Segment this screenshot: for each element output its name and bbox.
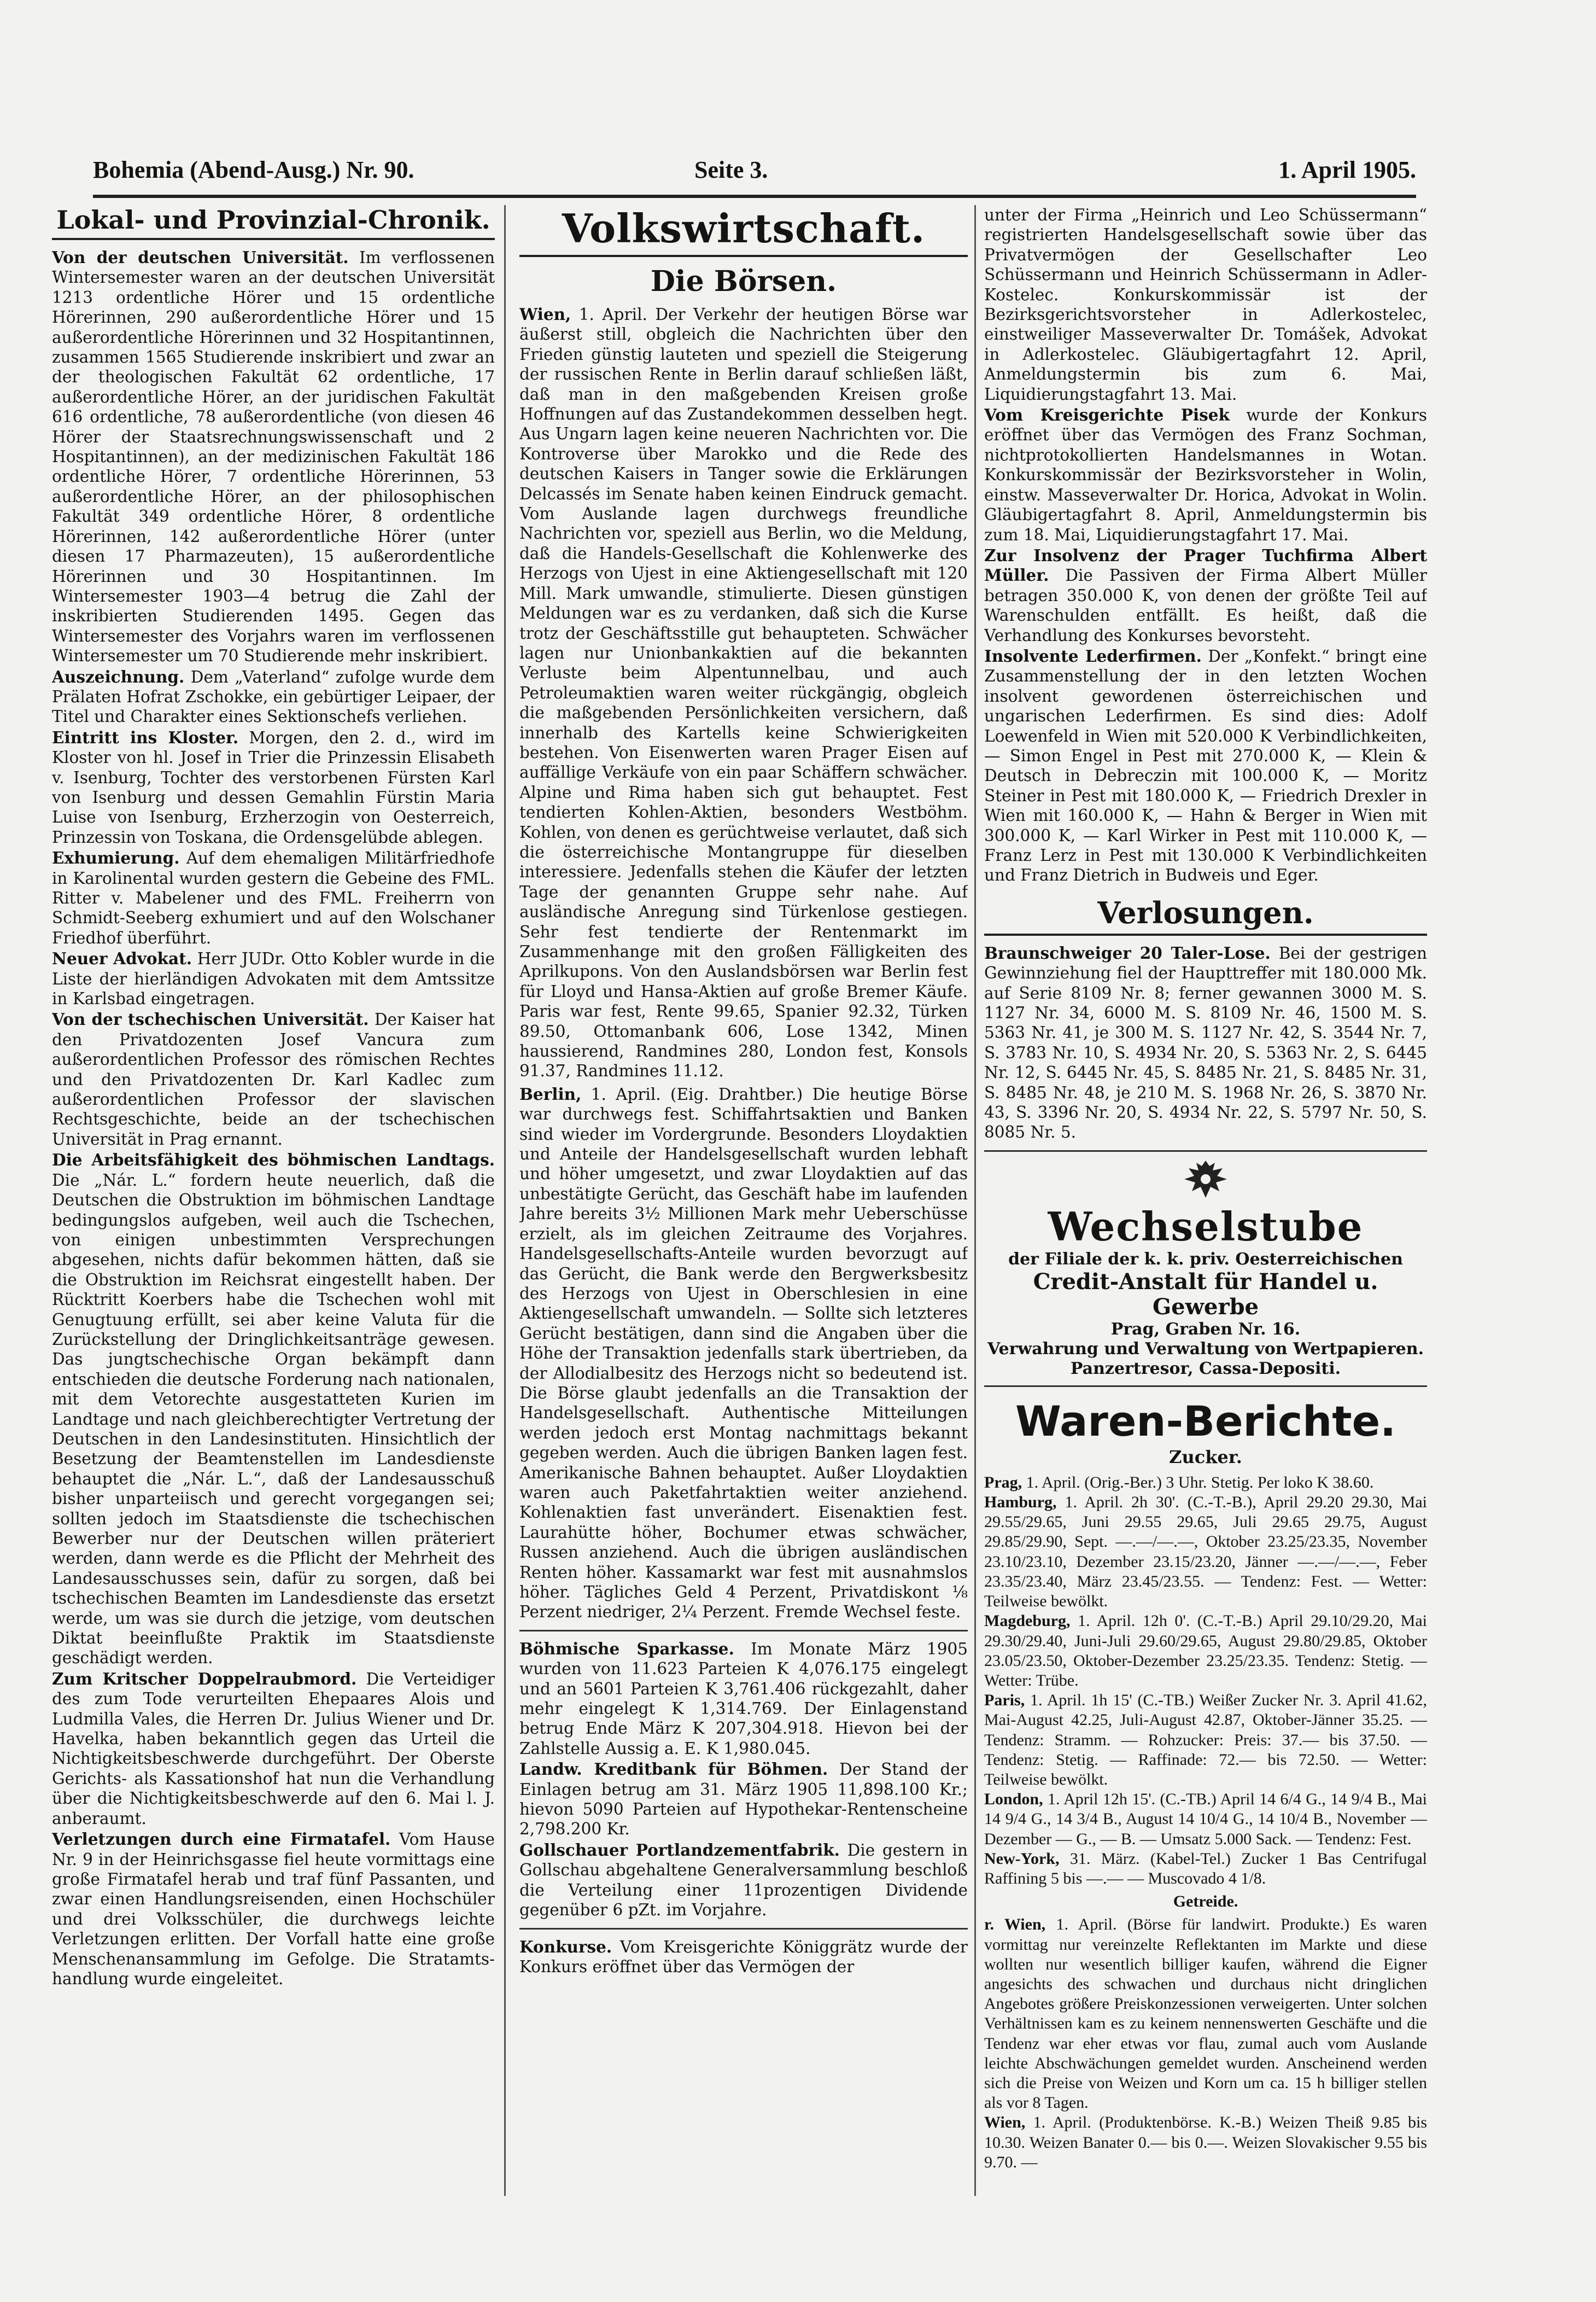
market-body: 1. April. 12h 0'. (C.-T.-B.) April 29.10/29.20, Mai 29.30/29.40, Juni-Juli 29.60/29.65, August 29.80/29.85, Oktober 23.05/23.50, Oktober-Dezember 23.25/23.35. Tendenz: Stetig. — Wetter: Trübe. [984, 1612, 1427, 1689]
exchange-title: Wechselstube [1048, 1203, 1364, 1250]
market-body: 1. April. (Produktenbörse. K.-B.) Weizen Theiß 9.85 bis 10.30. Weizen Banater 0.— bis 0.—. Weizen Slovakischer 9.55 bis 9.70. — [984, 2113, 1427, 2171]
market-heading: New-York, [984, 1849, 1060, 1868]
notice-pisek [984, 405, 1427, 545]
exchange-line: Credit-Anstalt für Handel u. Gewerbe [1033, 1268, 1378, 1320]
article-body: Auf dem ehemaligen Militärfriedhofe in Karolinental wurden gestern die Gebeine des FML. Ritter v. Mabelener und des FML. Freiherrn von Schmidt-Seeberg exhumiert und auf den Wolschaner Friedhof überführt. [52, 849, 495, 947]
market-heading: r. Wien, [984, 1915, 1046, 1934]
notice-continued [984, 205, 1427, 404]
notice-body: Die Passiven der Firma Albert Müller betragen 350.000 K, von denen der größte Teil auf Warenschulden entfällt. Es heißt, daß die Verhandlung des Konkurses bevorsteht. [984, 566, 1427, 645]
market-heading: London, [984, 1790, 1043, 1809]
subtitle-exchanges: Die Börsen. [650, 265, 837, 298]
header-issue: Bohemia (Abend-Ausg.) Nr. 90. [93, 156, 414, 183]
article-diet [52, 1150, 495, 1668]
notice-body: unter der Firma „Heinrich und Leo Schüssermann“ registrierten Handelsgesellschaft sowie über das Privatvermögen der Gesellschafter Leo Schüssermann und Heinrich Schüssermann in Adler-Kostelec. Konkurskommissär ist der Bezirksgerichtsvorsteher in Adlerkostelec, einstweiliger Masseverwalter Dr. Tomášek, Advokat in Adlerkostelec. Gläubigertagfahrt 12. April, Anmeldungstermin bis zum 6. Mai, Liquidierungstagfahrt 13. Mai. [984, 206, 1427, 404]
report-heading: Konkurse. [519, 1937, 612, 1956]
article-body: Im verflossenen Wintersemester waren an der deutschen Universität 1213 ordentliche Hörer und 15 ordentliche Hörerinnen, 290 außerordentliche Hörer und 15 außerordentliche Hörerinnen und 32 Hospitantinnen, zusammen 1565 Studierende inskribiert und zwar an der theologischen Fakultät 62 ordentliche, 17 außerordentliche Hörer, an der juridischen Fakultät 616 ordentliche, 78 außerordentliche (von diesen 46 Hörer der Staatsrechnungswissenschaft und 2 Hospitantinnen), an der medizinischen Fakultät 186 ordentliche Hörer, 7 ordentliche Hörerinnen, 53 außerordentliche Hörer, an der philosophischen Fakultät 349 ordentliche Hörer, 8 ordentliche Hörerinnen, 142 außerordentliche Hörer (unter diesen 17 Pharmazeuten), 15 außerordentliche Hörerinnen und 30 Hospitantinnen. Im Wintersemester 1903—4 betrug die Zahl der inskribierten Studierenden 1495. Gegen das Wintersemester des Vorjahrs waren im verflossenen Wintersemester um 70 Studierende mehr inskribiert. [52, 248, 495, 666]
report-credit-bank [519, 1759, 968, 1839]
report-heading: Landw. Kreditbank für Böhmen. [519, 1759, 828, 1779]
market-heading: Hamburg, [984, 1493, 1057, 1512]
exchange-advertisement [984, 1150, 1427, 1387]
market-heading: Prag, [984, 1473, 1022, 1491]
article-heading: Von der deutschen Universität. [52, 248, 349, 267]
section-title-economy: Volkswirtschaft. [519, 205, 968, 257]
header-date: 1. April 1905. [1278, 156, 1416, 183]
column-rule-1 [504, 205, 506, 2196]
market-heading: Wien, [984, 2113, 1026, 2132]
market-vienna-grain [984, 1915, 1427, 2113]
report-savings-bank [519, 1639, 968, 1758]
market-body: 1. April. 1h 15' (C.-TB.) Weißer Zucker Nr. 3. April 41.62, Mai-August 42.25, Juli-August 42.87, Oktober-Jänner 35.25. — Tendenz: Stramm. — Rohzucker: Preis: 37.— bis 37.50. — Tendenz: Stetig. — Raffinade: 72.— bis 72.50. — Wetter: Teilweise bewölkt. [984, 1691, 1427, 1788]
exchange-line: Verwahrung und Verwaltung von Wertpapieren. [987, 1339, 1424, 1359]
notice-leather-firms [984, 646, 1427, 885]
report-body: 1. April. (Eig. Drahtber.) Die heutige Börse war durchwegs fest. Schiffahrtsaktien und Banken sind wieder im Vordergrunde. Besonders Lloydaktien und Anteile der Handelsgesellschaft wurden lebhaft und höher umgesetzt, und zwar Lloydaktien auf das unbestätigte Gerücht, das Geschäft habe im laufenden Jahre bereits 3½ Millionen Mark mehr Ueberschüsse erzielt, als im gleichen Zeitraume des Vorjahres. Handelsgesellschafts-Anteile wurden bevorzugt auf das Gerücht, die Bank werde den Bergwerksbesitz des Herzogs von Ujest in Oberschlesien in eine Aktiengesellschaft umwandeln. — Sollte sich letzteres Gerücht bestätigen, dann sind die Angaben über die Höhe der Transaktion jedenfalls stark übertrieben, da der Allodialbesitz des Herzogs nicht so bedeutend ist. Die Börse glaubt jedenfalls an die Transaktion der Handelsgesellschaft. Authentische Mitteilungen werden jedoch erst Montag nachmittags bekannt gegeben werden. Auch die übrigen Banken lagen fest. Amerikanische Bahnen behauptet. Außer Lloydaktien waren auch Paketfahrtaktien weiter anziehend. Kohlenaktien fast unverändert. Eisenaktien fest. Laurahütte höher, Bochumer etwas schwächer, Russen anziehend. Auch die übrigen ausländischen Renten höher. Kassamarkt war fest mit ausnahmslos höher. Tägliches Geld 4 Perzent, Privatdiskont ⅛ Perzent niedriger, 2¼ Perzent. Fremde Wechsel feste. [519, 1085, 968, 1622]
market-heading: Paris, [984, 1691, 1025, 1710]
report-body: Im Monate März 1905 wurden von 11.623 Parteien K 4,076.175 eingelegt und an 5601 Parteien K 3,761.406 rückgezahlt, daher mehr eingelegt K 1,314.769. Der Einlagenstand betrug Ende März K 207,304.918. Hievon bei der Zahlstelle Aussig a. E. K 1,980.045. [519, 1639, 968, 1758]
column-economy [519, 205, 968, 2201]
market-heading: Magdeburg, [984, 1612, 1071, 1630]
subtitle-sugar: Zucker. [1169, 1446, 1242, 1467]
divider [519, 1630, 968, 1631]
report-heading: Wien, [519, 305, 571, 324]
report-berlin [519, 1085, 968, 1622]
header-page-number: Seite 3. [694, 156, 768, 183]
page-header [93, 156, 1416, 189]
article-heading: Zum Kritscher Doppelraubmord. [52, 1669, 357, 1688]
col1-articles [52, 248, 495, 1989]
article-heading: Eintritt ins Kloster. [52, 727, 239, 747]
article-heading: Exhumierung. [52, 848, 180, 868]
notice-body: wurde der Konkurs eröffnet über das Vermögen des Franz Sochman, nichtprotokollierten Handelsmannes in Wotan. Konkurskommissär der Bezirksvorsteher in Wolin, einstw. Masseverwalter Dr. Horica, Advokat in Wolin. Gläubigertagfahrt 8. April, Anmeldungstermin bis zum 18. Mai, Liquidierungstagfahrt 17. Mai. [984, 406, 1427, 544]
market-body: 1. April 12h 15'. (C.-TB.) April 14 6/4 G., 14 9/4 B., Mai 14 9/4 G., 14 3/4 B., August 14 10/4 G., 14 10/4 B., November — Dezember — G., — B. — Umsatz 5.000 Sack. — Tendenz: Fest. [984, 1790, 1427, 1848]
divider [519, 1928, 968, 1930]
exchange-line: Panzertresor, Cassa-Depositi. [1070, 1359, 1341, 1378]
section-title-market-reports: Waren-Berichte. [1015, 1396, 1396, 1446]
article-new-lawyer [52, 949, 495, 1009]
article-czech-university [52, 1010, 495, 1149]
subtitle-grain [984, 1892, 1427, 1911]
lottery-results [984, 943, 1427, 1143]
section-title-local-chronicle: Lokal- und Provinzial-Chronik. [52, 205, 495, 240]
article-body: Herr JUDr. Otto Kobler wurde in die Liste der hierländigen Advokaten mit dem Amtssitze in Karlsbad eingetragen. [52, 949, 495, 1009]
market-body: 1. April. (Börse für landwirt. Produkte.) Es waren vormittag nur vereinzelte Reflektanten im Markte und diese wollten nur wesentlich billiger kaufen, während die Eigner angesichts des schwachen und durchaus nicht dringlichen Angebotes größere Preiskonzessionen verweigerten. Unter solchen Verhältnissen kam es zu keinem nennenswerten Geschäfte und die Tendenz war eher etwas vor flau, zumal auch vom Auslande leichte Abschwächungen gemeldet wurden. Anscheinend werden sich die Preise von Weizen und Korn um ca. 15 h billiger stellen als vor 8 Tagen. [984, 1915, 1427, 2112]
article-body: Vom Hause Nr. 9 in der Heinrichsgasse fiel heute vormittags eine große Firmatafel herab und traf fünf Passanten, und zwar einen Handlungsreisenden, einen Hochschüler und drei Volksschüler, die durchwegs leichte Verletzungen erlitten. Der Vorfall hatte eine große Menschenansammlung im Gefolge. Die Stratamts-handlung wurde eingeleitet. [52, 1830, 495, 1988]
column-markets [984, 205, 1427, 2201]
article-body: Der Kaiser hat den Privatdozenten Josef Vancura zum außerordentlichen Professor des römischen Rechtes und den Privatdozenten Dr. Karl Kadlec zum außerordentlichen Professor der slavischen Rechtsgeschichte, beide an der tschechischen Universität in Prag ernannt. [52, 1010, 495, 1149]
market-magdeburg [984, 1611, 1427, 1691]
header-rule [93, 195, 1416, 198]
article-award [52, 667, 495, 727]
market-hamburg [984, 1493, 1427, 1611]
exchange-address: Prag, Graben Nr. 16. [1110, 1319, 1301, 1339]
report-heading: Gollschauer Portlandzementfabrik. [519, 1840, 840, 1860]
article-double-murder [52, 1669, 495, 1828]
column-rule-2 [974, 205, 976, 2196]
market-heading: Getreide. [1173, 1892, 1238, 1911]
article-body: Die Verteidiger des zum Tode verurteilten Ehepaares Alois und Ludmilla Vales, die Herren Dr. Julius Wiener und Dr. Havelka, haben bekanntlich gegen das Urteil die Nichtigkeitsbeschwerde durchgeführt. Der Oberste Gerichts- als Kassationshof hat nun die Verhandlung über die Nichtigkeitsbeschwerde auf den 6. Mai l. J. anberaumt. [52, 1669, 495, 1828]
notice-heading: Vom Kreisgerichte Pisek [984, 405, 1230, 425]
article-sign-injury [52, 1829, 495, 1989]
notice-cloth-firm [984, 546, 1427, 645]
notice-heading: Insolvente Lederfirmen. [984, 646, 1202, 666]
report-body: Vom Kreisgerichte Königgrätz wurde der Konkurs eröffnet über das Vermögen der [519, 1937, 968, 1976]
market-london [984, 1790, 1427, 1849]
section-title-lotteries: Verlosungen. [984, 895, 1427, 936]
market-vienna-produce [984, 2113, 1427, 2172]
article-heading: Neuer Advokat. [52, 949, 192, 969]
article-body: Die „Nár. L.“ fordern heute neuerlich, daß die Deutschen die Obstruktion im böhmischen Landtage bedingungslos aufgeben, weil auch die Tschechen, von einigen unbestimmten Versprechungen abgesehen, nichts dafür bekommen hätten, daß sie die Obstruktion im Reichsrat eingestellt haben. Der Rücktritt Koerbers habe die Tschechen wohl mit Genugtuung erfüllt, sei aber keine Valuta für die Zurückstellung der Dringlichkeitsanträge gewesen. Das jungtschechische Organ bekämpft dann entschieden die deutsche Forderung nach nationalen, mit dem Vetorechte ausgestatteten Kurien im Landtage und nach gleichberechtigter Vertretung der Deutschen in den Landesinstituten. Hinsichtlich der Besetzung der Beamtenstellen im Landesdienste behauptet die „Nár. L.“, daß der Landesausschuß bisher unparteiisch und gerecht vorgegangen sei; sollten jedoch im Staatsdienste die tschechischen Bewerber nur der Deutschen willen präteriert werden, dann werde es die Pflicht der Mehrheit des Landesausschusses sein, dafür zu sorgen, daß bei tschechischen Beamten im Landesdienste das ersetzt werde, um was sie durch die jetzige, vom deutschen Diktat beeinflußte Praktik im Staatsdienste geschädigt werden. [52, 1170, 495, 1668]
market-body: 1. April. 2h 30'. (C.-T.-B.), April 29.20 29.30, Mai 29.55/29.65, Juni 29.55 29.65, Juli 29.65 29.75, August 29.85/29.90, Sept. —.—/—.—, Oktober 23.25/23.35, November 23.10/23.10, Dezember 23.15/23.20, Jänner —.—/—.—, Feber 23.35/23.40, März 23.45/23.55. — Tendenz: Fest. — Wetter: Teilweise bewölkt. [984, 1493, 1427, 1611]
article-heading: Die Arbeitsfähigkeit des böhmischen Landtags. [52, 1150, 495, 1170]
article-convent [52, 728, 495, 847]
lottery-heading: Braunschweiger 20 Taler-Lose. [984, 943, 1271, 963]
article-body: Dem „Vaterland“ zufolge wurde dem Prälaten Hofrat Zschokke, ein gebürtiger Leipaer, der Titel und Charakter eines Sektionschefs verliehen. [52, 667, 495, 726]
report-cement-factory [519, 1840, 968, 1920]
report-body: Die gestern in Gollschau abgehaltene Generalversammlung beschloß die Verteilung einer 11prozentigen Dividende gegenüber 6 pZt. im Vorjahre. [519, 1840, 968, 1920]
report-body: 1. April. Der Verkehr der heutigen Börse war äußerst still, obgleich die Nachrichten über den Frieden günstig lauteten und speziell die Steigerung der russischen Rente in Berlin darauf schließen läßt, daß man in den maßgebenden Kreisen große Hoffnungen auf das Zustandekommen desselben hegt. Aus Ungarn lagen keine neueren Nachrichten vor. Die Kontroverse über Marokko und die Rede des deutschen Kaisers in Tanger sowie die Erklärungen Delcassés im Senate haben keinen Eindruck gemacht. Vom Auslande lagen durchwegs freundliche Nachrichten vor, speziell aus Berlin, wo die Meldung, daß die Handels-Gesellschaft die Kohlenwerke des Herzogs von Ujest in eine Aktiengesellschaft mit 120 Mill. Mark umwandle, stimulierte. Diesen günstigen Meldungen war es zu verdanken, daß sich die Kurse trotz der Geschäftsstille gut behaupteten. Schwächer lagen nur Unionbankaktien auf die bekannten Verluste beim Alpentunnelbau, und auch Petroleumaktien waren weiter rückgängig, obgleich die maßgebenden Persönlichkeiten versichern, daß innerhalb des Kartells keine Schwierigkeiten bestehen. Von Eisenwerten waren Prager Eisen auf auffällige Verkäufe von ein paar Schäffern schwächer. Alpine und Rima haben sich gut behauptet. Fest tendierten Kohlen-Aktien, besonders Westböhm. Kohlen, von denen es gerüchtweise verlautet, daß sich die österreichische Montangruppe für dieselben interessiere. Jedenfalls stehen die Käufer der letzten Tage der genannten Gruppe sehr nahe. Auf ausländische Anregung sind Türkenlose gestiegen. Sehr fest tendierte der Rentenmarkt im Zusammenhange mit den großen Fälligkeiten des Aprilkupons. Von den Auslandsbörsen war Berlin fest für Lloyd und Hansa-Aktien auf große Bremer Käufe. Paris war fest, Rente 99.65, Spanier 92.32, Türken 89.50, Ottomanbank 606, Lose 1342, Minen haussierend, Randmines 280, London fest, Konsols 91.37, Randmines 11.12. [519, 305, 968, 1081]
lottery-body: Bei der gestrigen Gewinnziehung fiel der Haupttreffer mit 180.000 Mk. auf Serie 8109 Nr. 8; ferner gewannen 3000 M. S. 1127 Nr. 34, 6000 M. S. 8109 Nr. 46, 1500 M. S. 5363 Nr. 41, je 300 M. S. 1127 Nr. 42, S. 3544 Nr. 7, S. 3783 Nr. 10, S. 4934 Nr. 20, S. 5363 Nr. 2, S. 6445 Nr. 12, S. 6445 Nr. 45, S. 8485 Nr. 21, S. 8485 Nr. 31, S. 8485 Nr. 48, je 210 M. S. 1968 Nr. 26, S. 3870 Nr. 43, S. 3396 Nr. 20, S. 4934 Nr. 22, S. 5797 Nr. 50, S. 8085 Nr. 5. [984, 943, 1427, 1142]
market-prague [984, 1473, 1427, 1493]
report-bankruptcies [519, 1937, 968, 1977]
article-heading: Auszeichnung. [52, 667, 185, 686]
column-local-chronicle [52, 205, 495, 2201]
notice-heading: Zur Insolvenz der Prager Tuchfirma Albert Müller. [984, 545, 1427, 585]
market-new-york [984, 1849, 1427, 1889]
article-university [52, 248, 495, 666]
exchange-line: der Filiale der k. k. priv. Oesterreichischen [1008, 1249, 1403, 1269]
report-vienna [519, 305, 968, 1081]
article-heading: Verletzungen durch eine Firmatafel. [52, 1829, 391, 1849]
report-heading: Berlin, [519, 1084, 582, 1104]
market-body: 1. April. (Orig.-Ber.) 3 Uhr. Stetig. Per loko K 38.60. [1022, 1473, 1374, 1491]
article-body: Morgen, den 2. d., wird im Kloster von hl. Josef in Trier die Prinzessin Elisabeth v. Isenburg, Tochter des verstorbenen Fürsten Karl von Isenburg und dessen Gemahlin Fürstin Maria Luise von Isenburg, Erzherzogin von Oesterreich, Prinzessin von Toskana, die Ordensgelübde ablegen. [52, 728, 495, 847]
eagle-crest-icon [1181, 1157, 1230, 1201]
article-exhumation [52, 848, 495, 948]
report-body: Der Stand der Einlagen betrug am 31. März 1905 11,898.100 Kr.; hievon 5090 Parteien auf Hypothekar-Rentenscheine 2,798.200 Kr. [519, 1760, 968, 1839]
market-paris [984, 1691, 1427, 1790]
market-body: 31. März. (Kabel-Tel.) Zucker 1 Bas Centrifugal Raffining 5 bis —.— — Muscovado 4 1/8. [984, 1849, 1427, 1887]
article-heading: Von der tschechischen Universität. [52, 1010, 369, 1029]
report-heading: Böhmische Sparkasse. [519, 1639, 734, 1658]
notice-body: Der „Konfekt.“ bringt eine Zusammenstellung der in den letzten Wochen insolvent gewordenen österreichischen und ungarischen Lederfirmen. Es sind dies: Adolf Loewenfeld in Wien mit 520.000 K Verbindlichkeiten, — Simon Engel in Pest mit 270.000 K, — Klein & Deutsch in Debreczin mit 100.000 K, — Moritz Steiner in Pest mit 180.000 K, — Friedrich Drexler in Wien mit 160.000 K, — Hahn & Berger in Wien mit 300.000 K, — Karl Wirker in Pest mit 110.000 K, — Franz Lerz in Pest mit 130.000 K Verbindlichkeiten und Franz Dietrich in Budweis und Eger. [984, 646, 1427, 885]
